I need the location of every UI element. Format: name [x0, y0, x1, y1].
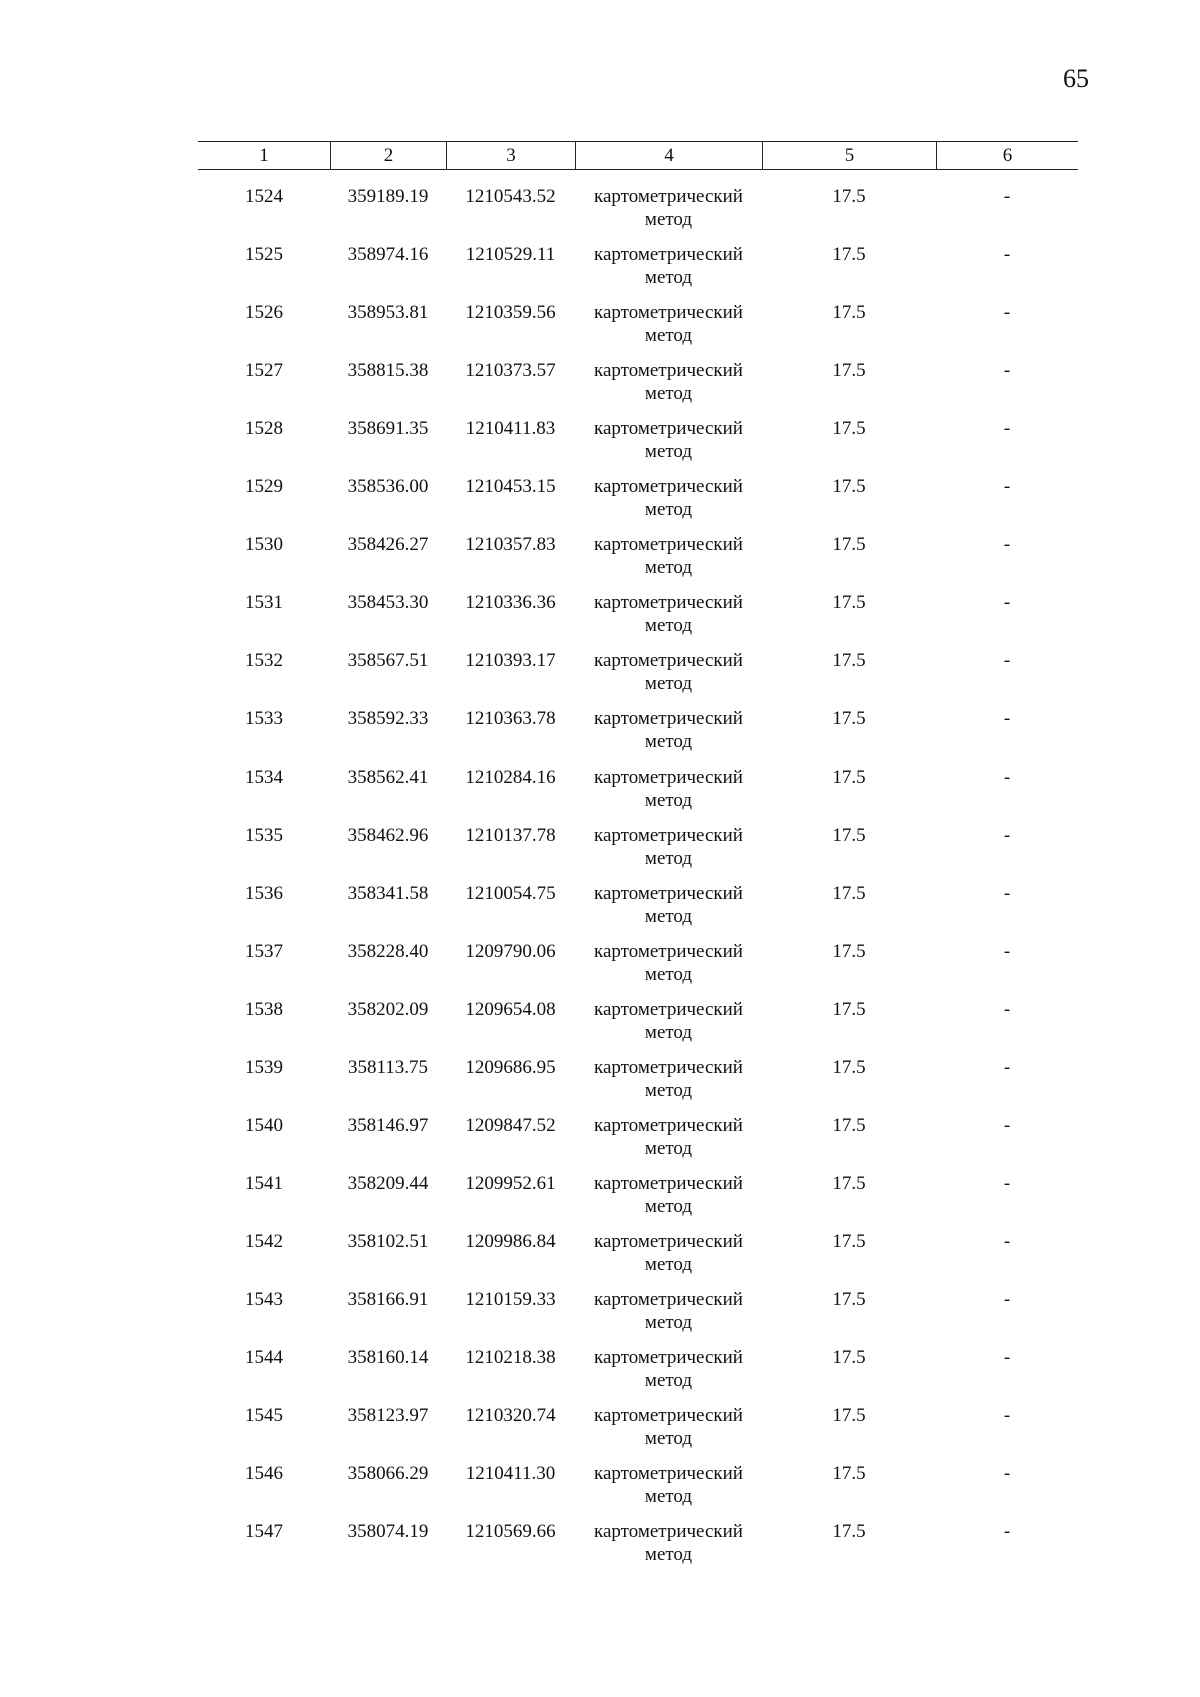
table-row	[0, 533, 1200, 591]
accuracy-cell: 17.5	[832, 708, 866, 730]
note-cell: -	[1003, 940, 1011, 962]
x-coordinate-cell: 358453.30	[347, 592, 429, 614]
accuracy-cell: 17.5	[832, 1521, 866, 1543]
y-coordinate-cell: 1210393.17	[465, 650, 556, 672]
x-coordinate-cell: 358160.14	[347, 1347, 429, 1368]
note-cell: -	[1003, 186, 1011, 207]
method-line-1: картометрический	[594, 824, 743, 846]
note-cell: -	[1003, 302, 1011, 324]
accuracy-cell: 17.5	[832, 824, 866, 846]
note-cell: -	[1003, 1405, 1011, 1427]
y-coordinate-cell: 1209654.08	[465, 998, 556, 1020]
method-cell	[575, 417, 762, 463]
point-number-cell: 1524	[245, 186, 283, 207]
y-coordinate-cell: 1210411.83	[465, 418, 556, 440]
y-coordinate-cell: 1209686.95	[465, 1056, 556, 1078]
y-coordinate-cell: 1210336.36	[465, 592, 556, 614]
method-cell	[575, 359, 762, 405]
method-line-1: картометрический	[594, 1172, 743, 1194]
point-number-cell: 1529	[245, 476, 283, 498]
table-row	[0, 1172, 1200, 1230]
x-coordinate-cell: 358146.97	[347, 1114, 429, 1136]
accuracy-cell: 17.5	[832, 766, 866, 788]
x-coordinate-cell: 358567.51	[347, 650, 429, 672]
accuracy-cell: 17.5	[832, 302, 866, 324]
method-line-2: метод	[644, 1428, 693, 1450]
method-cell	[575, 1346, 762, 1392]
point-number-cell: 1547	[245, 1521, 283, 1543]
note-cell: -	[1003, 534, 1011, 556]
point-number-cell: 1535	[245, 824, 283, 846]
column-header-6: 6	[936, 142, 1078, 169]
method-line-2: метод	[644, 1253, 693, 1275]
accuracy-cell: 17.5	[832, 1230, 866, 1252]
y-coordinate-cell: 1210137.78	[465, 824, 556, 846]
method-line-1: картометрический	[594, 998, 743, 1020]
method-cell	[575, 998, 762, 1044]
method-line-1: картометрический	[594, 940, 743, 962]
method-line-2: метод	[644, 847, 693, 869]
method-cell	[575, 185, 762, 231]
y-coordinate-cell: 1210159.33	[465, 1288, 556, 1310]
point-number-cell: 1538	[245, 998, 283, 1020]
method-cell	[575, 882, 762, 928]
method-cell	[575, 475, 762, 521]
y-coordinate-cell: 1210054.75	[465, 882, 556, 904]
note-cell: -	[1003, 650, 1011, 672]
x-coordinate-cell: 358123.97	[347, 1405, 429, 1427]
method-line-1: картометрический	[594, 302, 743, 324]
method-line-2: метод	[644, 499, 693, 521]
note-cell: -	[1003, 244, 1011, 266]
point-number-cell: 1543	[245, 1288, 283, 1310]
point-number-cell: 1541	[245, 1172, 283, 1194]
y-coordinate-cell: 1210453.15	[465, 476, 556, 498]
method-cell	[575, 1404, 762, 1450]
method-line-1: картометрический	[594, 592, 743, 614]
accuracy-cell: 17.5	[832, 1347, 866, 1368]
x-coordinate-cell: 358228.40	[347, 940, 429, 962]
method-line-1: картометрический	[594, 1347, 743, 1368]
method-cell	[575, 1288, 762, 1334]
method-cell	[575, 649, 762, 695]
method-line-2: метод	[644, 383, 693, 405]
column-header-2: 2	[330, 142, 446, 169]
method-line-2: метод	[644, 1486, 693, 1508]
accuracy-cell: 17.5	[832, 418, 866, 440]
y-coordinate-cell: 1210569.66	[465, 1521, 556, 1543]
method-line-2: метод	[644, 673, 693, 695]
x-coordinate-cell: 358074.19	[347, 1521, 429, 1543]
table-row	[0, 1288, 1200, 1346]
y-coordinate-cell: 1210373.57	[465, 360, 556, 382]
x-coordinate-cell: 358462.96	[347, 824, 429, 846]
accuracy-cell: 17.5	[832, 186, 866, 207]
note-cell: -	[1003, 1521, 1011, 1543]
note-cell: -	[1003, 1463, 1011, 1485]
method-line-1: картометрический	[594, 1230, 743, 1252]
point-number-cell: 1537	[245, 940, 283, 962]
method-line-1: картометрический	[594, 186, 743, 207]
note-cell: -	[1003, 882, 1011, 904]
accuracy-cell: 17.5	[832, 940, 866, 962]
x-coordinate-cell: 358426.27	[347, 534, 429, 556]
method-line-1: картометрический	[594, 244, 743, 266]
accuracy-cell: 17.5	[832, 244, 866, 266]
note-cell: -	[1003, 418, 1011, 440]
method-line-1: картометрический	[594, 1288, 743, 1310]
method-line-2: метод	[644, 789, 693, 811]
method-line-2: метод	[644, 1137, 693, 1159]
note-cell: -	[1003, 1172, 1011, 1194]
y-coordinate-cell: 1209986.84	[465, 1230, 556, 1252]
y-coordinate-cell: 1210357.83	[465, 534, 556, 556]
table-row	[0, 1114, 1200, 1172]
method-line-2: метод	[644, 731, 693, 753]
method-line-2: метод	[644, 325, 693, 347]
note-cell: -	[1003, 476, 1011, 498]
y-coordinate-cell: 1209790.06	[465, 940, 556, 962]
table-row	[0, 1346, 1200, 1404]
method-line-2: метод	[644, 1079, 693, 1101]
method-cell	[575, 533, 762, 579]
point-number-cell: 1532	[245, 650, 283, 672]
table-row	[0, 185, 1200, 243]
point-number-cell: 1530	[245, 534, 283, 556]
note-cell: -	[1003, 1288, 1011, 1310]
table-row	[0, 998, 1200, 1056]
note-cell: -	[1003, 766, 1011, 788]
x-coordinate-cell: 358953.81	[347, 302, 429, 324]
point-number-cell: 1546	[245, 1463, 283, 1485]
method-cell	[575, 940, 762, 986]
method-line-1: картометрический	[594, 476, 743, 498]
accuracy-cell: 17.5	[832, 1056, 866, 1078]
table-row	[0, 359, 1200, 417]
note-cell: -	[1003, 1230, 1011, 1252]
accuracy-cell: 17.5	[832, 534, 866, 556]
method-line-2: метод	[644, 1311, 693, 1333]
x-coordinate-cell: 358536.00	[347, 476, 429, 498]
table-row	[0, 766, 1200, 824]
note-cell: -	[1003, 1114, 1011, 1136]
y-coordinate-cell: 1210359.56	[465, 302, 556, 324]
point-number-cell: 1525	[245, 244, 283, 266]
y-coordinate-cell: 1210411.30	[465, 1463, 556, 1485]
table-row	[0, 1230, 1200, 1288]
note-cell: -	[1003, 708, 1011, 730]
column-header-5: 5	[762, 142, 936, 169]
table-row	[0, 1520, 1200, 1578]
x-coordinate-cell: 358166.91	[347, 1288, 429, 1310]
method-line-1: картометрический	[594, 418, 743, 440]
point-number-cell: 1539	[245, 1056, 283, 1078]
y-coordinate-cell: 1210284.16	[465, 766, 556, 788]
method-line-1: картометрический	[594, 1114, 743, 1136]
accuracy-cell: 17.5	[832, 1405, 866, 1427]
accuracy-cell: 17.5	[832, 1172, 866, 1194]
method-line-2: метод	[644, 209, 693, 230]
accuracy-cell: 17.5	[832, 476, 866, 498]
method-cell	[575, 707, 762, 753]
table-row	[0, 707, 1200, 765]
y-coordinate-cell: 1210543.52	[465, 186, 556, 207]
method-line-2: метод	[644, 963, 693, 985]
method-cell	[575, 824, 762, 870]
method-cell	[575, 1520, 762, 1566]
method-line-2: метод	[644, 267, 693, 289]
y-coordinate-cell: 1210320.74	[465, 1405, 556, 1427]
note-cell: -	[1003, 998, 1011, 1020]
method-line-1: картометрический	[594, 1521, 743, 1543]
x-coordinate-cell: 358691.35	[347, 418, 429, 440]
point-number-cell: 1527	[245, 360, 283, 382]
table-row	[0, 1056, 1200, 1114]
method-line-1: картометрический	[594, 360, 743, 382]
method-cell	[575, 243, 762, 289]
method-line-2: метод	[644, 615, 693, 637]
method-line-2: метод	[644, 557, 693, 579]
accuracy-cell: 17.5	[832, 650, 866, 672]
method-cell	[575, 1462, 762, 1508]
note-cell: -	[1003, 1056, 1011, 1078]
accuracy-cell: 17.5	[832, 360, 866, 382]
y-coordinate-cell: 1210363.78	[465, 708, 556, 730]
note-cell: -	[1003, 1347, 1011, 1368]
method-line-2: метод	[644, 1370, 693, 1391]
column-header-1: 1	[259, 145, 269, 166]
table-row	[0, 591, 1200, 649]
table-row	[0, 243, 1200, 301]
method-cell	[575, 1056, 762, 1102]
y-coordinate-cell: 1210218.38	[465, 1347, 556, 1368]
y-coordinate-cell: 1209847.52	[465, 1114, 556, 1136]
x-coordinate-cell: 358202.09	[347, 998, 429, 1020]
point-number-cell: 1528	[245, 418, 283, 440]
method-line-2: метод	[644, 441, 693, 463]
method-line-1: картометрический	[594, 708, 743, 730]
x-coordinate-cell: 358562.41	[347, 766, 429, 788]
table-row	[0, 940, 1200, 998]
page-number: 65	[1063, 64, 1089, 93]
table-row	[0, 1404, 1200, 1462]
accuracy-cell: 17.5	[832, 1288, 866, 1310]
table-row	[0, 417, 1200, 475]
method-line-1: картометрический	[594, 1463, 743, 1485]
x-coordinate-cell: 358209.44	[347, 1172, 429, 1194]
method-line-2: метод	[644, 1021, 693, 1043]
point-number-cell: 1531	[245, 592, 283, 614]
y-coordinate-cell: 1210529.11	[465, 244, 556, 266]
accuracy-cell: 17.5	[832, 1463, 866, 1485]
x-coordinate-cell: 358974.16	[347, 244, 429, 266]
method-line-1: картометрический	[594, 650, 743, 672]
accuracy-cell: 17.5	[832, 882, 866, 904]
method-line-1: картометрический	[594, 1405, 743, 1427]
accuracy-cell: 17.5	[832, 998, 866, 1020]
table-row	[0, 882, 1200, 940]
note-cell: -	[1003, 360, 1011, 382]
point-number-cell: 1534	[245, 766, 283, 788]
table-row	[0, 301, 1200, 359]
table-row	[0, 475, 1200, 533]
method-line-1: картометрический	[594, 1056, 743, 1078]
point-number-cell: 1545	[245, 1405, 283, 1427]
x-coordinate-cell: 358102.51	[347, 1230, 429, 1252]
method-cell	[575, 1114, 762, 1160]
point-number-cell: 1540	[245, 1114, 283, 1136]
method-cell	[575, 1230, 762, 1276]
point-number-cell: 1542	[245, 1230, 283, 1252]
table-header	[198, 141, 1078, 170]
method-line-2: метод	[644, 905, 693, 927]
accuracy-cell: 17.5	[832, 1114, 866, 1136]
point-number-cell: 1533	[245, 708, 283, 730]
method-line-2: метод	[644, 1544, 693, 1566]
method-cell	[575, 301, 762, 347]
table-row	[0, 824, 1200, 882]
point-number-cell: 1526	[245, 302, 283, 324]
x-coordinate-cell: 359189.19	[347, 186, 429, 207]
note-cell: -	[1003, 592, 1011, 614]
method-line-1: картометрический	[594, 882, 743, 904]
accuracy-cell: 17.5	[832, 592, 866, 614]
method-line-2: метод	[644, 1195, 693, 1217]
table-row	[0, 649, 1200, 707]
column-header-3: 3	[446, 142, 575, 169]
method-cell	[575, 766, 762, 812]
x-coordinate-cell: 358113.75	[347, 1056, 429, 1078]
column-header-4: 4	[575, 142, 762, 169]
method-cell	[575, 591, 762, 637]
method-line-1: картометрический	[594, 534, 743, 556]
x-coordinate-cell: 358815.38	[347, 360, 429, 382]
point-number-cell: 1544	[245, 1347, 283, 1368]
x-coordinate-cell: 358066.29	[347, 1463, 429, 1485]
x-coordinate-cell: 358592.33	[347, 708, 429, 730]
table-row	[0, 1462, 1200, 1520]
method-cell	[575, 1172, 762, 1218]
y-coordinate-cell: 1209952.61	[465, 1172, 556, 1194]
point-number-cell: 1536	[245, 882, 283, 904]
note-cell: -	[1003, 824, 1011, 846]
method-line-1: картометрический	[594, 766, 743, 788]
x-coordinate-cell: 358341.58	[347, 882, 429, 904]
